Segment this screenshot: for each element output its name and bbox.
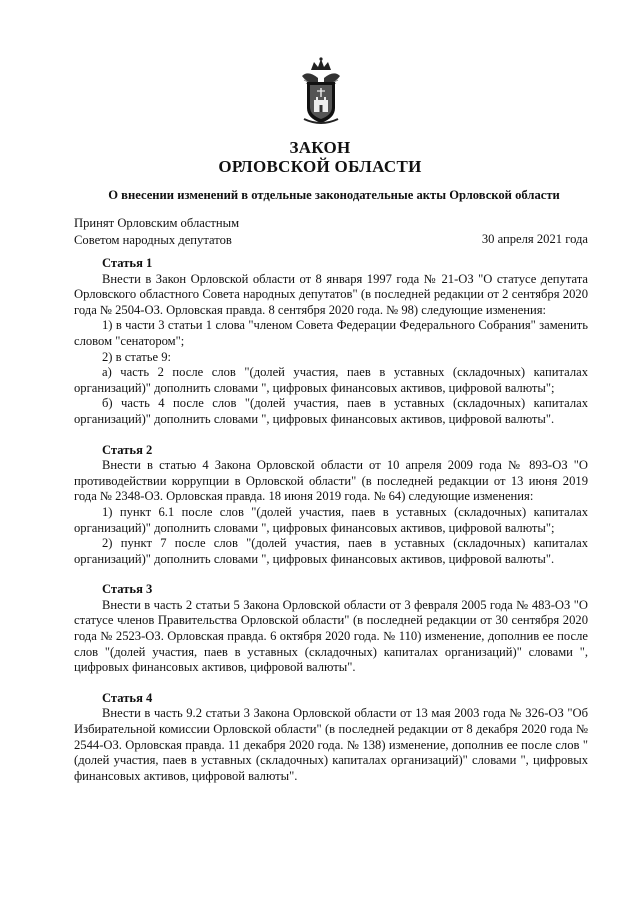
article-paragraph: Внести в часть 9.2 статьи 3 Закона Орловской области от 13 мая 2003 года № 326-ОЗ "Об Избирательной комиссии Орловской области" (в последней редакции от 8 декабря 2020 года № 2544-ОЗ. Орловская правда. 11 декабря 2020 года. № 138) изменение, дополнив ее после слов "(долей участия, паев в уставных (складочных) капиталах организаций)" словами ", цифровых финансовых активов, цифровой валюты".	[74, 706, 588, 783]
article-paragraph: 1) в части 3 статьи 1 слова "членом Совета Федерации Федерального Собрания" заменить словом "сенатором";	[74, 318, 588, 348]
article	[74, 691, 588, 785]
issuing-region: ОРЛОВСКОЙ ОБЛАСТИ	[218, 157, 422, 176]
article	[74, 256, 588, 428]
article-paragraph: Внести в статью 4 Закона Орловской области от 10 апреля 2009 года № 893-ОЗ "О противодействии коррупции в Орловской области" (в последней редакции от 13 июня 2019 года № 2348-ОЗ. Орловская правда. 18 июня 2019 года. № 64) следующие изменения:	[74, 458, 588, 504]
adopted-line: Принят Орловским областным	[74, 216, 240, 230]
article-paragraph: Внести в часть 2 статьи 5 Закона Орловской области от 3 февраля 2005 года № 483-ОЗ "О статусе членов Правительства Орловской области" (в последней редакции от 30 сентября 2020 года № 2523-ОЗ. Орловская правда. 6 октября 2020 года. № 110) изменение, дополнив ее после слов "(долей участия, паев в уставных (складочных) капиталах организаций)" словами ", цифровых финансовых активов, цифровой валюты".	[74, 597, 588, 675]
adoption-date: 30 апреля 2021 года	[481, 232, 588, 246]
article-heading: Статья 4	[102, 690, 153, 705]
article-paragraph: 1) пункт 6.1 после слов "(долей участия, паев в уставных (складочных) капиталах организаций)" дополнить словами ", цифровых финансовых активов, цифровой валюты";	[74, 504, 588, 535]
article-paragraph: Внести в Закон Орловской области от 8 января 1997 года № 21-ОЗ "О статусе депутата Орловского областного Совета народных депутатов" (в последней редакции от 2 сентября 2020 года № 2504-ОЗ. Орловская правда. 8 сентября 2020 года. № 98) следующие изменения:	[74, 271, 588, 317]
article	[74, 443, 588, 568]
adopted-by	[74, 215, 239, 249]
article-paragraph: 2) в статье 9:	[102, 349, 172, 364]
coat-of-arms-icon	[298, 56, 344, 126]
article-heading: Статья 3	[102, 582, 153, 597]
article-paragraph: 2) пункт 7 после слов "(долей участия, паев в уставных (складочных) капиталах организаций)" дополнить словами ", цифровых финансовых активов, цифровой валюты".	[74, 536, 588, 566]
document-type: ЗАКОН	[289, 138, 351, 157]
article-heading: Статья 1	[102, 256, 153, 270]
adopted-line: Советом народных депутатов	[74, 233, 232, 247]
article-paragraph: а) часть 2 после слов "(долей участия, паев в уставных (складочных) капиталах организаций)" дополнить словами ", цифровых финансовых активов, цифровой валюты";	[74, 365, 588, 395]
article-heading: Статья 2	[102, 442, 153, 457]
document-subtitle: О внесении изменений в отдельные законодательные акты Орловской области	[108, 188, 560, 202]
article-paragraph: б) часть 4 после слов "(долей участия, паев в уставных (складочных) капиталах организаций)" дополнить словами ", цифровых финансовых активов, цифровой валюты".	[74, 396, 588, 426]
article	[74, 582, 588, 676]
document-body	[74, 256, 588, 799]
